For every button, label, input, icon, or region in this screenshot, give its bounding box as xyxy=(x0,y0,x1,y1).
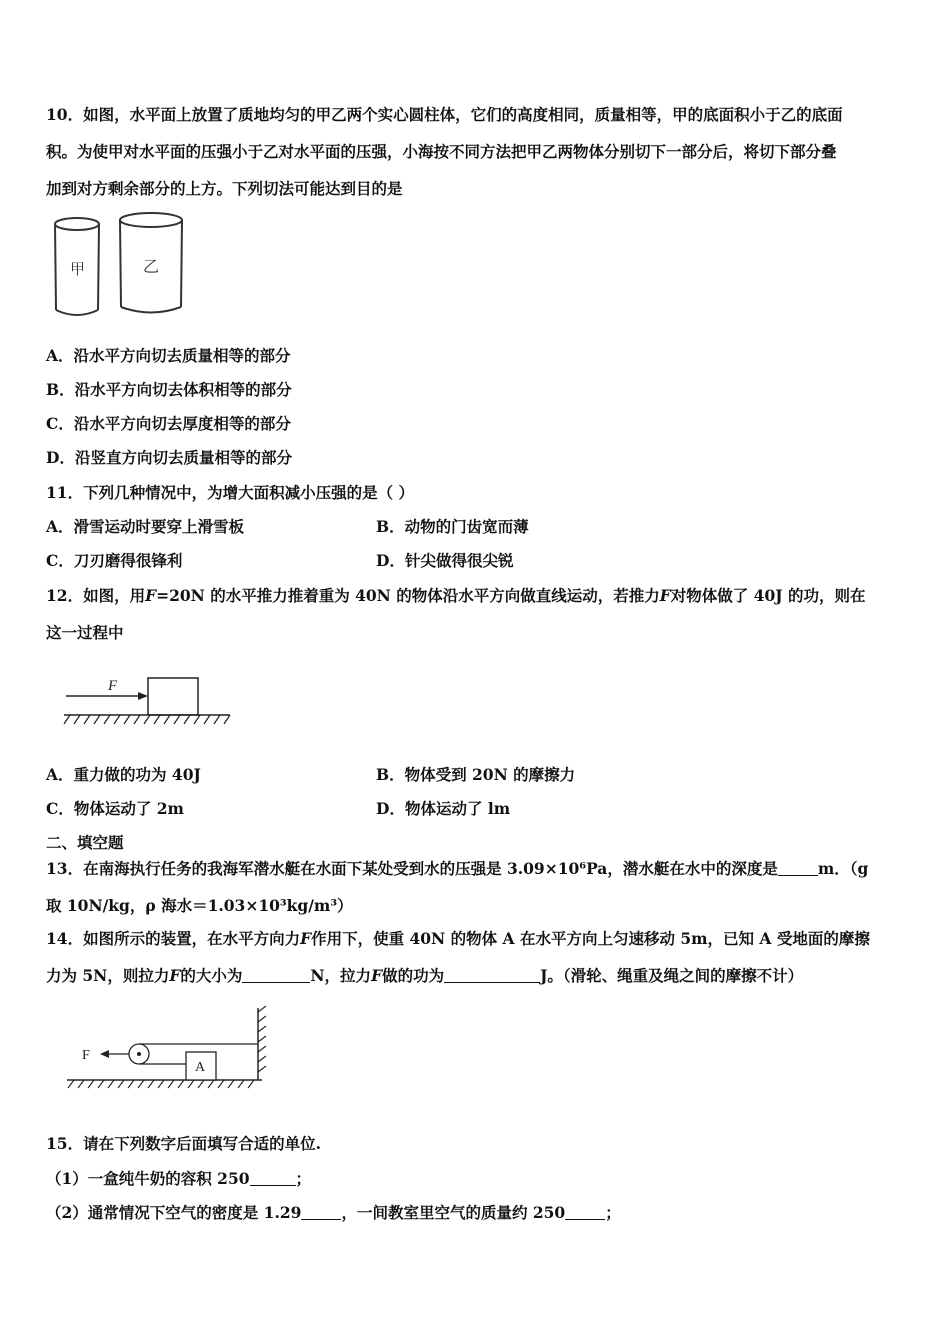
q12-option-d: D．物体运动了 lm xyxy=(376,799,511,818)
q14-force-blank[interactable] xyxy=(242,967,310,984)
q13-line-2: 取 10N/kg，ρ 海水＝1.03×10³kg/m³） xyxy=(46,896,353,915)
q15-sub2-blank-b[interactable] xyxy=(565,1204,605,1221)
q11-option-b: B．动物的门齿宽而薄 xyxy=(376,517,529,536)
q10-line-2: 积。为使甲对水平面的压强小于乙对水平面的压强，小海按不同方法把甲乙两物体分别切下一部分后，将切下部分叠 xyxy=(46,142,837,161)
q11-option-a: A．滑雪运动时要穿上滑雪板 xyxy=(46,517,245,536)
q12-option-b: B．物体受到 20N 的摩擦力 xyxy=(376,765,576,784)
fig12-F-label: F xyxy=(108,678,118,694)
q12-option-a: A．重力做的功为 40J xyxy=(46,765,201,784)
q11-option-d: D．针尖做得很尖锐 xyxy=(376,551,514,570)
q14-work-blank[interactable] xyxy=(444,967,540,984)
cylinders-figure xyxy=(48,210,198,325)
pulley-figure xyxy=(62,1004,277,1092)
q10-option-c: C．沿水平方向切去厚度相等的部分 xyxy=(46,414,291,433)
q12-stem-line-2: 这一过程中 xyxy=(46,623,124,642)
q13-line-1: 13．在南海执行任务的我海军潜水艇在水面下某处受到水的压强是 3.09×10⁶Pa，潜水艇在水中的深度是 m．（g xyxy=(46,859,869,878)
q11-stem: 11．下列几种情况中，为增大面积减小压强的是（ ） xyxy=(46,483,414,502)
q15-sub1: （1）一盒纯牛奶的容积 250 ； xyxy=(46,1169,312,1188)
q10-option-b: B．沿水平方向切去体积相等的部分 xyxy=(46,380,292,399)
q10-line-3: 加到对方剩余部分的上方。下列切法可能达到目的是 xyxy=(46,179,403,198)
q11-option-c: C．刀刃磨得很锋利 xyxy=(46,551,183,570)
q14-line-2: 力为 5N，则拉力F的大小为 N，拉力F做的功为 J。（滑轮、绳重及绳之间的摩擦不计） xyxy=(46,966,804,985)
fig-label-jia: 甲 xyxy=(70,260,86,278)
q10-option-d: D．沿竖直方向切去质量相等的部分 xyxy=(46,448,292,467)
section-title: 二、填空题 xyxy=(46,833,124,852)
q10-option-a: A．沿水平方向切去质量相等的部分 xyxy=(46,346,291,365)
q12-option-c: C．物体运动了 2m xyxy=(46,799,184,818)
q15-stem: 15．请在下列数字后面填写合适的单位. xyxy=(46,1134,321,1153)
fig14-F-label: F xyxy=(82,1048,90,1063)
q10-line-1: 10．如图，水平面上放置了质地均匀的甲乙两个实心圆柱体，它们的高度相同，质量相等，甲的底面积小于乙的底面 xyxy=(46,105,843,124)
q15-sub2: （2）通常情况下空气的密度是 1.29 ，一间教室里空气的质量约 250 ； xyxy=(46,1203,621,1222)
fig14-A-label: A xyxy=(195,1060,206,1075)
q13-answer-blank[interactable] xyxy=(778,860,818,877)
q12-stem: 12．如图，用F=20N 的水平推力推着重为 40N 的物体沿水平方向做直线运动，若推力F对物体做了 40J 的功，则在 xyxy=(46,586,866,605)
q15-sub1-blank[interactable] xyxy=(250,1170,296,1187)
q14-line-1: 14．如图所示的装置，在水平方向力F作用下，使重 40N 的物体 A 在水平方向上匀速移动 5m，已知 A 受地面的摩擦 xyxy=(46,929,870,948)
q15-sub2-blank-a[interactable] xyxy=(301,1204,341,1221)
push-block-figure xyxy=(60,672,235,732)
fig-label-yi: 乙 xyxy=(143,257,160,276)
